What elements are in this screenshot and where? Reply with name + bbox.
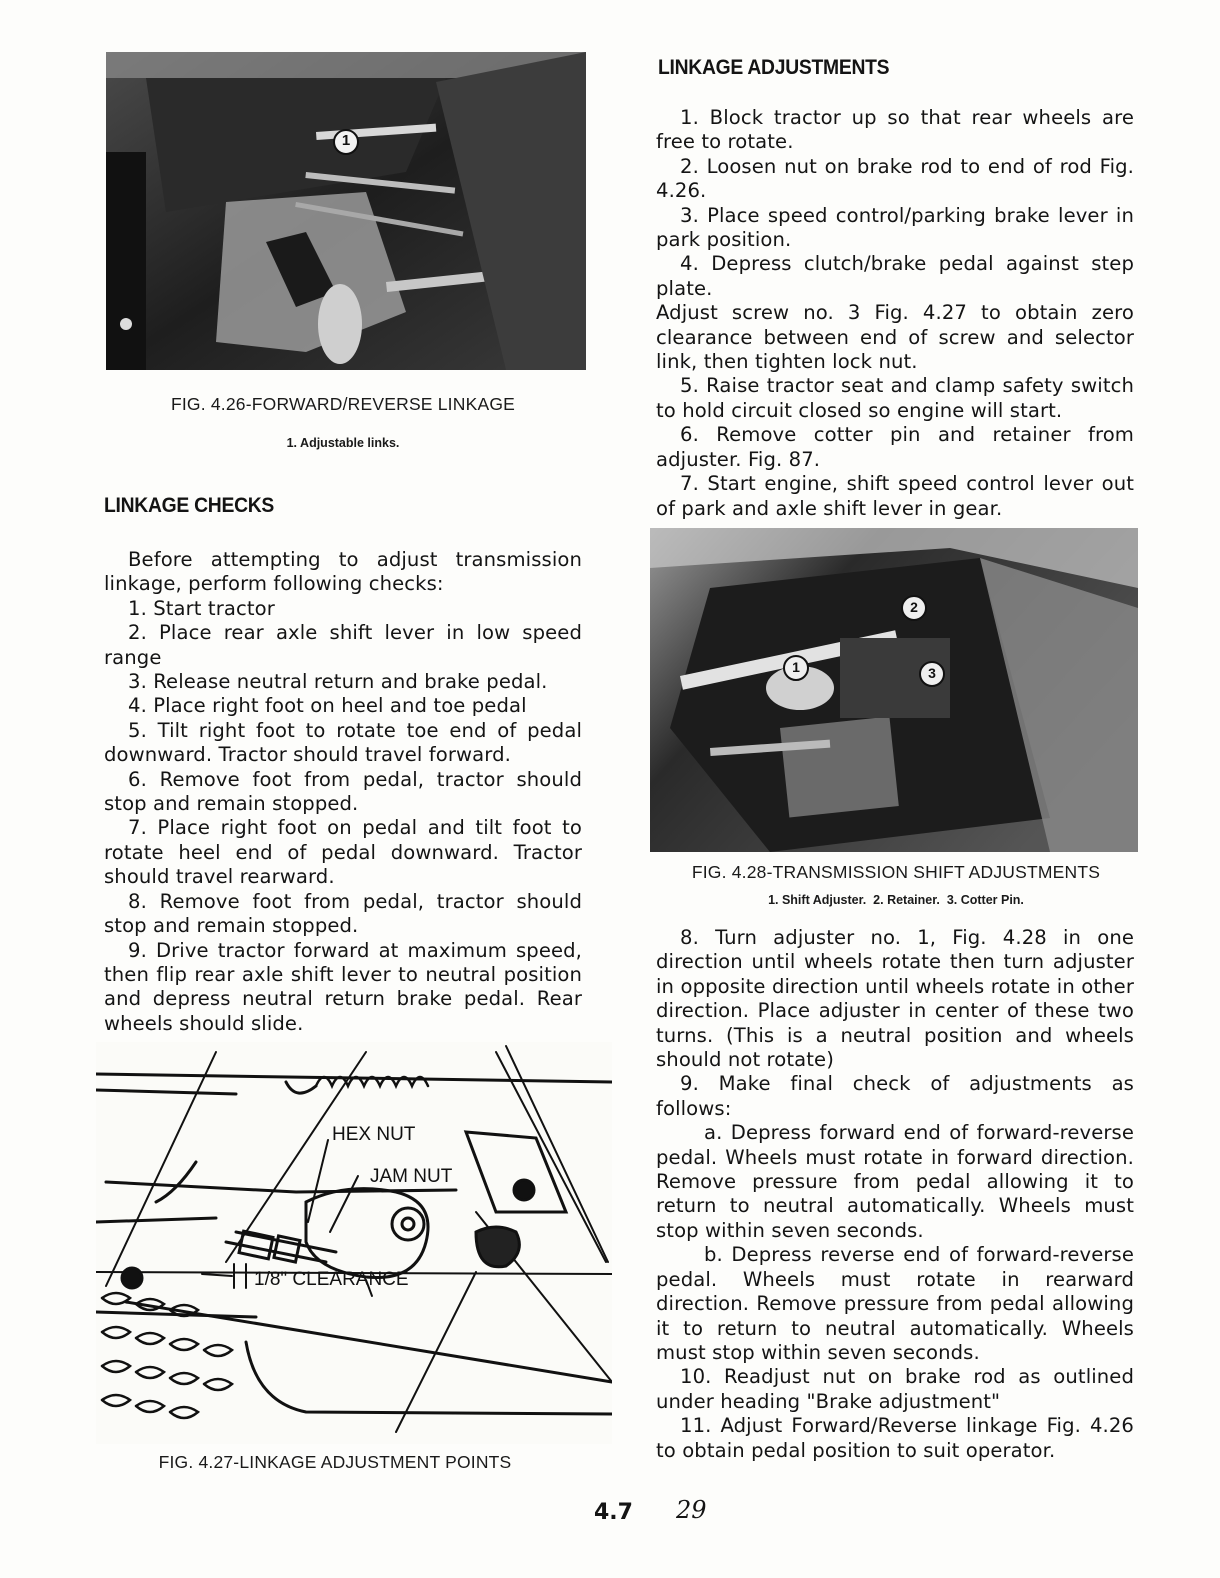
linkage-adjustments-heading: LINKAGE ADJUSTMENTS [658,56,890,79]
adjustment-step: 2. Loosen nut on brake rod to end of rod Fig. 4.26. [656,154,1134,203]
fig-4-26-subcaption: 1. Adjustable links. [286,436,400,450]
fig-4-27-diagram [96,1042,612,1444]
adjustment-note: Adjust screw no. 3 Fig. 4.27 to obtain zero clearance between end of screw and selector link, then tighten lock nut. [656,301,1134,374]
linkage-check-step: 2. Place rear axle shift lever in low speed range [104,621,582,669]
fig-4-28-photo [650,528,1138,852]
linkage-check-step: 5. Tilt right foot to rotate toe end of pedal downward. Tractor should travel forward. [104,718,582,767]
adjustment-step: 11. Adjust Forward/Reverse linkage Fig. 4.26 to obtain pedal position to suit operator. [656,1414,1134,1462]
adjustment-substep: a. Depress forward end of forward-reverse pedal. Wheels must rotate in forward direction. Remove pressure from pedal allowing it to return to neutral automatically. Wheels must stop within seven seconds. [656,1121,1134,1242]
fig-4-28-callout-3: 3 [928,665,936,681]
fig-4-28-callout-2: 2 [910,599,918,615]
adjustment-step: 7. Start engine, shift speed control lever out of park and axle shift lever in gear. [656,472,1134,520]
fig-4-28-photo-art [650,528,1138,852]
adjustment-step: 10. Readjust nut on brake rod as outlined under heading "Brake adjustment" [656,1365,1134,1413]
linkage-check-step: 9. Drive tractor forward at maximum speed, then flip rear axle shift lever to neutral position and depress neutral return brake pedal. Rear wheels should slide. [104,938,582,1035]
handwritten-page-number: 29 [676,1496,707,1524]
linkage-checks-intro: Before attempting to adjust transmission linkage, perform following checks: [104,548,582,596]
adjustment-step: 4. Depress clutch/brake pedal against step plate. [656,252,1134,300]
adjustment-substep: b. Depress reverse end of forward-reverse pedal. Wheels must rotate in rearward direction. Remove pressure from pedal allowing it to return to neutral automatically. Wheels must stop within seven seconds. [656,1243,1134,1364]
adjustment-step: 8. Turn adjuster no. 1, Fig. 4.28 in one direction until wheels rotate then turn adjuster in opposite direction until wheels rotate in other direction. Place adjuster in center of these two turns. (This is a neutral position and wheels should not rotate) [656,926,1134,1072]
fig-4-26-callout-1: 1 [341,132,351,149]
fig-4-26-caption: FIG. 4.26-FORWARD/REVERSE LINKAGE [170,394,516,414]
adjustment-step: 5. Raise tractor seat and clamp safety switch to hold circuit closed so engine will start. [656,374,1134,422]
fig-4-27-clearance-label: 1/8" CLEARANCE [254,1269,409,1290]
fig-4-27-drawing [96,1042,612,1444]
linkage-check-step: 7. Place right foot on pedal and tilt foot to rotate heel end of pedal downward. Tractor should travel rearward. [104,816,582,889]
fig-4-28-subcaption: 1. Shift Adjuster. 2. Retainer. 3. Cotter Pin. [768,893,1024,907]
linkage-adjustments-body-bottom [656,926,1134,1463]
linkage-adjustments-body-top [656,106,1134,521]
fig-4-28-caption: FIG. 4.28-TRANSMISSION SHIFT ADJUSTMENTS [691,862,1101,882]
linkage-checks-heading: LINKAGE CHECKS [104,494,275,517]
fig-4-26-photo-art [106,52,586,370]
linkage-check-step: 4. Place right foot on heel and toe pedal [128,694,527,718]
fig-4-26-photo [106,52,586,370]
adjustment-step: 9. Make final check of adjustments as follows: [656,1072,1134,1120]
adjustment-step: 3. Place speed control/parking brake lever in park position. [656,203,1134,252]
linkage-check-step: 8. Remove foot from pedal, tractor should stop and remain stopped. [104,889,582,938]
linkage-check-step: 3. Release neutral return and brake pedal. [128,670,548,694]
page-number: 4.7 [594,1500,633,1525]
fig-4-27-hex-nut-label: HEX NUT [332,1124,416,1145]
fig-4-28-callout-1: 1 [792,659,800,675]
adjustment-step: 1. Block tractor up so that rear wheels are free to rotate. [656,106,1134,154]
fig-4-27-jam-nut-label: JAM NUT [370,1166,453,1187]
fig-4-27-caption: FIG. 4.27-LINKAGE ADJUSTMENT POINTS [158,1452,512,1472]
linkage-check-step: 6. Remove foot from pedal, tractor should stop and remain stopped. [104,767,582,816]
adjustment-step: 6. Remove cotter pin and retainer from adjuster. Fig. 87. [656,423,1134,471]
linkage-check-step: 1. Start tractor [128,596,275,620]
linkage-checks-body [104,548,582,1036]
